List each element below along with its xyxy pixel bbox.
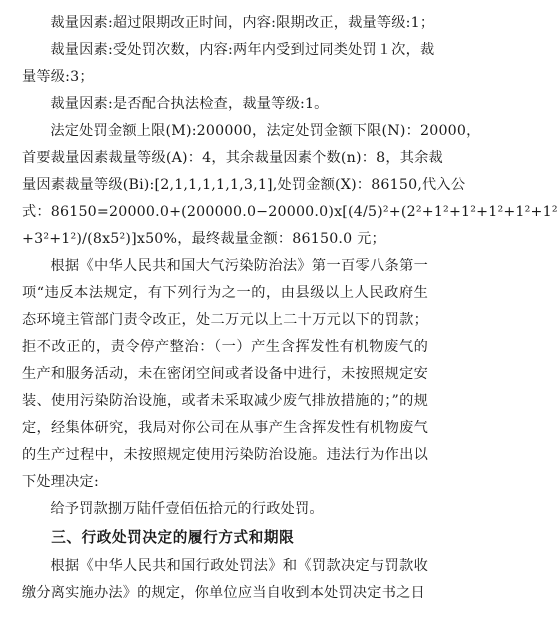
text-line: 首要裁量因素裁量等级(A)：4，其余裁量因素个数(n)：8，其余裁: [22, 150, 443, 166]
legal-basis-paragraph: 根据《中华人民共和国大气污染防治法》第一百零八条第一项“违反本法规定，有下列行为之一的，由县级以上人民政府生态环境主管部门责令改正，处二万元以上二十万元以下的罚款；拒不改正的，责令停产整治：（一）产生含挥发性有机物废气的生产和服务活动，未在密闭空间或者设备中进行，未按照规定安装、使用污染防治设施，或者未采取减少废气排放措施的；”的规定，经集体研究，我局对你公司在从事产生含挥发性有机物废气的生产过程中，未按照规定使用污染防治设施。违法行为作出以下处理决定:: [22, 258, 428, 490]
final-paragraph: 根据《中华人民共和国行政处罚法》和《罚款决定与罚款收缴分离实施办法》的规定，你单位应当自收到本处罚决定书之日: [22, 558, 428, 601]
text-line: 量因素裁量等级(Bi):[2,1,1,1,1,1,3,1],处罚金额(X)：86150,代入公: [22, 177, 466, 193]
text-line: 量等级:3；: [22, 69, 94, 85]
text-line: 法定处罚金额上限(M):200000，法定处罚金额下限(N)：20000，: [50, 123, 481, 139]
text-line: 裁量因素:受处罚次数，内容:两年内受到过同类处罚１次，裁: [50, 42, 435, 58]
penalty-sentence: 给予罚款捌万陆仟壹佰伍拾元的行政处罚。: [50, 501, 324, 517]
text-line: 式：86150=20000.0+(200000.0−20000.0)x[(4/5)²+(2²+1²+1²+1²+1²+1²: [22, 204, 558, 220]
text-line: 裁量因素:是否配合执法检查，裁量等级:1。: [50, 96, 329, 112]
section-heading: 三、行政处罚决定的履行方式和期限: [51, 529, 295, 546]
text-line: +3²+1²)/(8x5²)]x50%，最终裁量金额：86150.0 元；: [22, 231, 386, 247]
text-line: 裁量因素:超过限期改正时间，内容:限期改正，裁量等级:1；: [50, 15, 435, 31]
